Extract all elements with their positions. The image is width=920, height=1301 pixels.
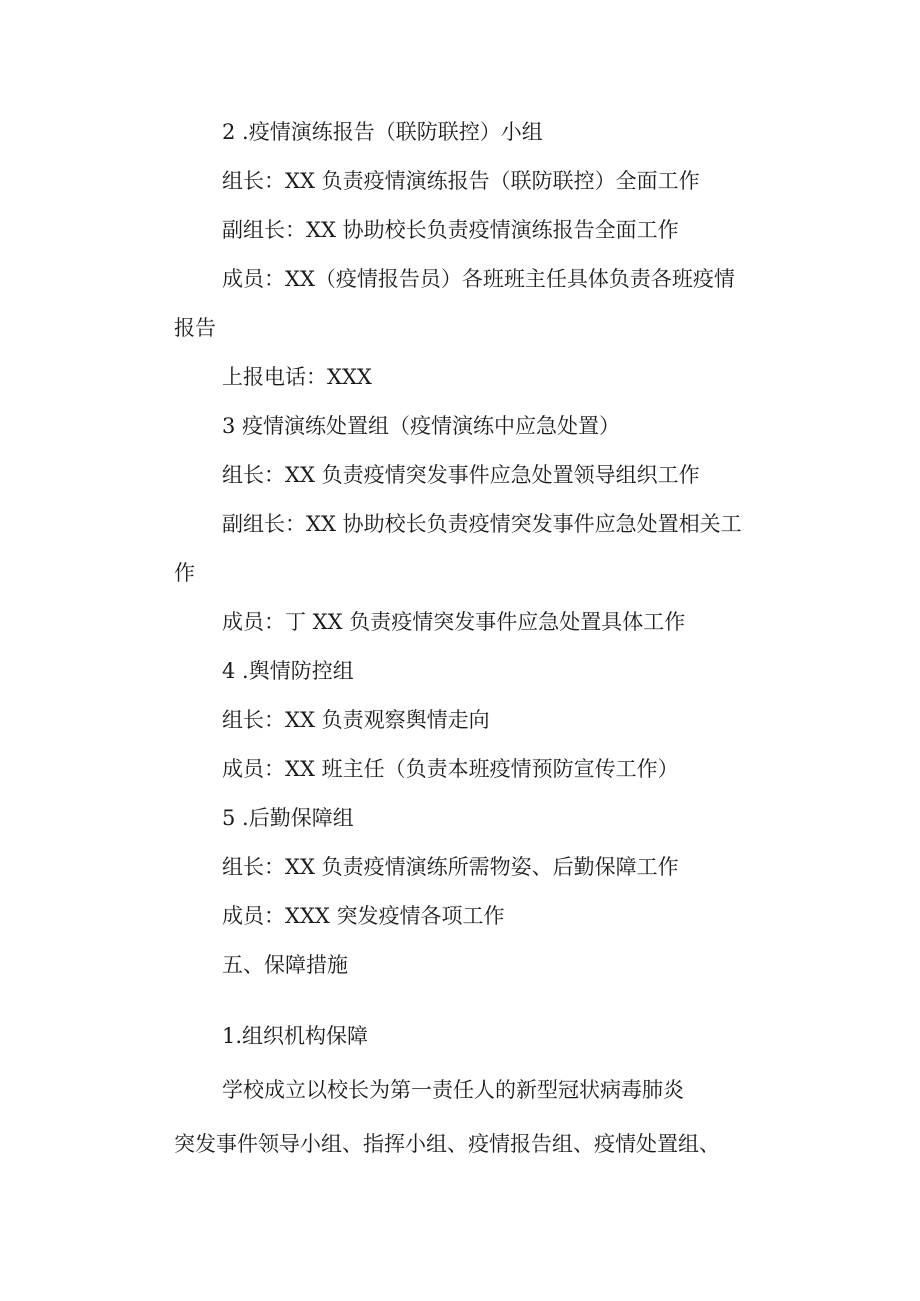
handling-group-leader: 组长：XX 负责疫情突发事件应急处置领导组织工作 bbox=[222, 463, 700, 487]
report-group-members-continued: 报告 bbox=[174, 316, 216, 340]
paragraph-line-1: 学校成立以校长为第一责任人的新型冠状病毒肺炎 bbox=[222, 1078, 684, 1102]
logistics-group-leader: 组长：XX 负责疫情演练所需物姿、后勤保障工作 bbox=[222, 855, 679, 879]
paragraph-line-2: 突发事件领导小组、指挥小组、疫情报告组、疫情处置组、 bbox=[174, 1132, 720, 1156]
section-heading-report-group: 2 .疫情演练报告（联防联控）小组 bbox=[222, 120, 543, 144]
opinion-group-members: 成员：XX 班主任（负责本班疫情预防宣传工作） bbox=[222, 757, 679, 781]
section-heading-handling-group: 3 疫情演练处置组（疫情演练中应急处置） bbox=[222, 414, 621, 438]
report-group-leader: 组长：XX 负责疫情演练报告（联防联控）全面工作 bbox=[222, 169, 700, 193]
handling-group-deputy-continued: 作 bbox=[174, 561, 195, 585]
handling-group-deputy: 副组长：XX 协助校长负责疫情突发事件应急处置相关工 bbox=[222, 512, 742, 536]
section-heading-safeguards: 五、保障措施 bbox=[222, 953, 348, 977]
section-heading-logistics-group: 5 .后勤保障组 bbox=[222, 806, 354, 830]
report-group-deputy: 副组长：XX 协助校长负责疫情演练报告全面工作 bbox=[222, 218, 679, 242]
logistics-group-members: 成员：XXX 突发疫情各项工作 bbox=[222, 904, 505, 928]
report-group-members: 成员：XX（疫情报告员）各班班主任具体负责各班疫情 bbox=[222, 267, 735, 291]
subheading-organization-safeguard: 1.组织机构保障 bbox=[222, 1024, 369, 1048]
section-heading-opinion-group: 4 .舆情防控组 bbox=[222, 659, 354, 683]
report-phone: 上报电话：XXX bbox=[222, 365, 372, 389]
opinion-group-leader: 组长：XX 负责观察舆情走向 bbox=[222, 708, 490, 732]
handling-group-members: 成员：丁 XX 负责疫情突发事件应急处置具体工作 bbox=[222, 610, 686, 634]
